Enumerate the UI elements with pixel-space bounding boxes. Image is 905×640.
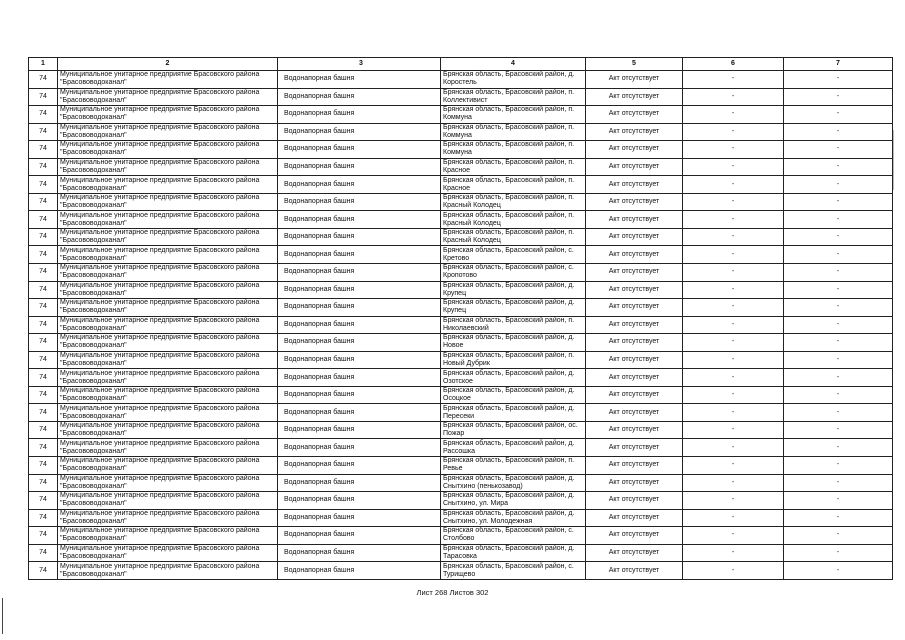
- owner-cell: Муниципальное унитарное предприятие Брасовского района "Брасововодоканал": [58, 299, 278, 317]
- table-row: [29, 193, 893, 211]
- address-cell: Брянская область, Брасовский район, д. Рассошка: [441, 439, 586, 457]
- row-number: 74: [29, 228, 58, 246]
- column-7-cell: -: [784, 193, 893, 211]
- status-cell: Акт отсутствует: [586, 281, 683, 299]
- address-cell: Брянская область, Брасовский район, с. Кропотово: [441, 264, 586, 282]
- column-header-3: 3: [278, 58, 441, 71]
- column-6-cell: -: [683, 299, 784, 317]
- row-number: 74: [29, 299, 58, 317]
- row-number: 74: [29, 457, 58, 475]
- address-cell: Брянская область, Брасовский район, п. Красный Колодец: [441, 228, 586, 246]
- owner-cell: Муниципальное унитарное предприятие Брасовского района "Брасововодоканал": [58, 474, 278, 492]
- address-cell: Брянская область, Брасовский район, д. Снытхино, ул. Мира: [441, 492, 586, 510]
- table-row: [29, 351, 893, 369]
- table-row: [29, 369, 893, 387]
- table-row: [29, 106, 893, 124]
- column-header-2: 2: [58, 58, 278, 71]
- row-number: 74: [29, 386, 58, 404]
- column-6-cell: -: [683, 88, 784, 106]
- owner-cell: Муниципальное унитарное предприятие Брасовского района "Брасововодоканал": [58, 544, 278, 562]
- object-cell: Водонапорная башня: [278, 106, 441, 124]
- column-7-cell: -: [784, 158, 893, 176]
- column-6-cell: -: [683, 509, 784, 527]
- row-number: 74: [29, 264, 58, 282]
- object-cell: Водонапорная башня: [278, 386, 441, 404]
- status-cell: Акт отсутствует: [586, 158, 683, 176]
- status-cell: Акт отсутствует: [586, 123, 683, 141]
- owner-cell: Муниципальное унитарное предприятие Брасовского района "Брасововодоканал": [58, 351, 278, 369]
- column-7-cell: -: [784, 369, 893, 387]
- object-cell: Водонапорная башня: [278, 123, 441, 141]
- row-number: 74: [29, 527, 58, 545]
- row-number: 74: [29, 421, 58, 439]
- row-number: 74: [29, 71, 58, 89]
- table-row: [29, 492, 893, 510]
- column-6-cell: -: [683, 228, 784, 246]
- object-cell: Водонапорная башня: [278, 281, 441, 299]
- address-cell: Брянская область, Брасовский район, п. Ревье: [441, 457, 586, 475]
- status-cell: Акт отсутствует: [586, 351, 683, 369]
- column-7-cell: -: [784, 492, 893, 510]
- column-7-cell: -: [784, 351, 893, 369]
- column-7-cell: -: [784, 246, 893, 264]
- table-row: [29, 71, 893, 89]
- row-number: 74: [29, 439, 58, 457]
- address-cell: Брянская область, Брасовский район, д. Снытхино (пенькозавод): [441, 474, 586, 492]
- status-cell: Акт отсутствует: [586, 176, 683, 194]
- status-cell: Акт отсутствует: [586, 228, 683, 246]
- column-6-cell: -: [683, 158, 784, 176]
- column-6-cell: -: [683, 264, 784, 282]
- column-7-cell: -: [784, 176, 893, 194]
- owner-cell: Муниципальное унитарное предприятие Брасовского района "Брасововодоканал": [58, 281, 278, 299]
- column-6-cell: -: [683, 211, 784, 229]
- column-6-cell: -: [683, 316, 784, 334]
- object-cell: Водонапорная башня: [278, 421, 441, 439]
- address-cell: Брянская область, Брасовский район, д. Осоцкое: [441, 386, 586, 404]
- table-row: [29, 527, 893, 545]
- column-6-cell: -: [683, 106, 784, 124]
- column-6-cell: -: [683, 193, 784, 211]
- table-header-row: [29, 58, 893, 71]
- status-cell: Акт отсутствует: [586, 299, 683, 317]
- owner-cell: Муниципальное унитарное предприятие Брасовского района "Брасововодоканал": [58, 141, 278, 159]
- object-cell: Водонапорная башня: [278, 211, 441, 229]
- table-row: [29, 228, 893, 246]
- column-7-cell: -: [784, 228, 893, 246]
- table-row: [29, 544, 893, 562]
- object-cell: Водонапорная башня: [278, 334, 441, 352]
- address-cell: Брянская область, Брасовский район, с. Турищево: [441, 562, 586, 580]
- owner-cell: Муниципальное унитарное предприятие Брасовского района "Брасововодоканал": [58, 457, 278, 475]
- row-number: 74: [29, 544, 58, 562]
- column-6-cell: -: [683, 474, 784, 492]
- row-number: 74: [29, 562, 58, 580]
- address-cell: Брянская область, Брасовский район, п. Николаевский: [441, 316, 586, 334]
- address-cell: Брянская область, Брасовский район, п. Красный Колодец: [441, 193, 586, 211]
- table-row: [29, 562, 893, 580]
- row-number: 74: [29, 211, 58, 229]
- column-7-cell: -: [784, 527, 893, 545]
- column-7-cell: -: [784, 386, 893, 404]
- status-cell: Акт отсутствует: [586, 334, 683, 352]
- column-7-cell: -: [784, 299, 893, 317]
- table-row: [29, 474, 893, 492]
- row-number: 74: [29, 106, 58, 124]
- column-6-cell: -: [683, 439, 784, 457]
- column-7-cell: -: [784, 123, 893, 141]
- row-number: 74: [29, 474, 58, 492]
- scan-edge-mark-right: [893, 130, 894, 190]
- row-number: 74: [29, 404, 58, 422]
- object-cell: Водонапорная башня: [278, 527, 441, 545]
- row-number: 74: [29, 316, 58, 334]
- status-cell: Акт отсутствует: [586, 492, 683, 510]
- table-row: [29, 334, 893, 352]
- owner-cell: Муниципальное унитарное предприятие Брасовского района "Брасововодоканал": [58, 123, 278, 141]
- owner-cell: Муниципальное унитарное предприятие Брасовского района "Брасововодоканал": [58, 334, 278, 352]
- column-6-cell: -: [683, 527, 784, 545]
- address-cell: Брянская область, Брасовский район, с. Кретово: [441, 246, 586, 264]
- column-6-cell: -: [683, 457, 784, 475]
- address-cell: Брянская область, Брасовский район, п. Красный Колодец: [441, 211, 586, 229]
- column-6-cell: -: [683, 123, 784, 141]
- object-cell: Водонапорная башня: [278, 474, 441, 492]
- column-6-cell: -: [683, 141, 784, 159]
- column-6-cell: -: [683, 562, 784, 580]
- address-cell: Брянская область, Брасовский район, п. Коммуна: [441, 123, 586, 141]
- status-cell: Акт отсутствует: [586, 264, 683, 282]
- status-cell: Акт отсутствует: [586, 316, 683, 334]
- object-cell: Водонапорная башня: [278, 193, 441, 211]
- column-6-cell: -: [683, 369, 784, 387]
- owner-cell: Муниципальное унитарное предприятие Брасовского района "Брасововодоканал": [58, 193, 278, 211]
- column-7-cell: -: [784, 404, 893, 422]
- column-6-cell: -: [683, 176, 784, 194]
- table-row: [29, 299, 893, 317]
- row-number: 74: [29, 492, 58, 510]
- address-cell: Брянская область, Брасовский район, д. Новое: [441, 334, 586, 352]
- owner-cell: Муниципальное унитарное предприятие Брасовского района "Брасововодоканал": [58, 386, 278, 404]
- address-cell: Брянская область, Брасовский район, п. Красное: [441, 158, 586, 176]
- status-cell: Акт отсутствует: [586, 527, 683, 545]
- column-7-cell: -: [784, 562, 893, 580]
- object-cell: Водонапорная башня: [278, 88, 441, 106]
- table-row: [29, 88, 893, 106]
- address-cell: Брянская область, Брасовский район, д. Озотское: [441, 369, 586, 387]
- owner-cell: Муниципальное унитарное предприятие Брасовского района "Брасововодоканал": [58, 316, 278, 334]
- address-cell: Брянская область, Брасовский район, п. Коммуна: [441, 106, 586, 124]
- status-cell: Акт отсутствует: [586, 193, 683, 211]
- address-cell: Брянская область, Брасовский район, д. Крупец: [441, 281, 586, 299]
- object-cell: Водонапорная башня: [278, 141, 441, 159]
- column-7-cell: -: [784, 544, 893, 562]
- column-6-cell: -: [683, 281, 784, 299]
- column-header-4: 4: [441, 58, 586, 71]
- owner-cell: Муниципальное унитарное предприятие Брасовского района "Брасововодоканал": [58, 264, 278, 282]
- table-row: [29, 404, 893, 422]
- address-cell: Брянская область, Брасовский район, с. Столбово: [441, 527, 586, 545]
- address-cell: Брянская область, Брасовский район, д. Коростель: [441, 71, 586, 89]
- row-number: 74: [29, 369, 58, 387]
- owner-cell: Муниципальное унитарное предприятие Брасовского района "Брасововодоканал": [58, 88, 278, 106]
- row-number: 74: [29, 509, 58, 527]
- status-cell: Акт отсутствует: [586, 509, 683, 527]
- object-cell: Водонапорная башня: [278, 369, 441, 387]
- table-row: [29, 264, 893, 282]
- address-cell: Брянская область, Брасовский район, п. Коммуна: [441, 141, 586, 159]
- status-cell: Акт отсутствует: [586, 88, 683, 106]
- object-cell: Водонапорная башня: [278, 544, 441, 562]
- owner-cell: Муниципальное унитарное предприятие Брасовского района "Брасововодоканал": [58, 439, 278, 457]
- row-number: 74: [29, 158, 58, 176]
- column-7-cell: -: [784, 457, 893, 475]
- object-cell: Водонапорная башня: [278, 299, 441, 317]
- owner-cell: Муниципальное унитарное предприятие Брасовского района "Брасововодоканал": [58, 158, 278, 176]
- owner-cell: Муниципальное унитарное предприятие Брасовского района "Брасововодоканал": [58, 106, 278, 124]
- row-number: 74: [29, 88, 58, 106]
- column-6-cell: -: [683, 71, 784, 89]
- status-cell: Акт отсутствует: [586, 562, 683, 580]
- address-cell: Брянская область, Брасовский район, д. Крупец: [441, 299, 586, 317]
- column-7-cell: -: [784, 439, 893, 457]
- column-7-cell: -: [784, 334, 893, 352]
- table-row: [29, 211, 893, 229]
- scan-edge-mark: [2, 598, 3, 634]
- column-header-7: 7: [784, 58, 893, 71]
- column-7-cell: -: [784, 211, 893, 229]
- table-row: [29, 457, 893, 475]
- object-cell: Водонапорная башня: [278, 264, 441, 282]
- object-cell: Водонапорная башня: [278, 404, 441, 422]
- status-cell: Акт отсутствует: [586, 246, 683, 264]
- owner-cell: Муниципальное унитарное предприятие Брасовского района "Брасововодоканал": [58, 71, 278, 89]
- status-cell: Акт отсутствует: [586, 71, 683, 89]
- owner-cell: Муниципальное унитарное предприятие Брасовского района "Брасововодоканал": [58, 404, 278, 422]
- object-cell: Водонапорная башня: [278, 562, 441, 580]
- table-row: [29, 421, 893, 439]
- row-number: 74: [29, 176, 58, 194]
- status-cell: Акт отсутствует: [586, 439, 683, 457]
- table-row: [29, 281, 893, 299]
- address-cell: Брянская область, Брасовский район, д. Пересеки: [441, 404, 586, 422]
- table-row: [29, 439, 893, 457]
- column-7-cell: -: [784, 474, 893, 492]
- column-7-cell: -: [784, 71, 893, 89]
- table-row: [29, 123, 893, 141]
- object-cell: Водонапорная башня: [278, 246, 441, 264]
- row-number: 74: [29, 351, 58, 369]
- owner-cell: Муниципальное унитарное предприятие Брасовского района "Брасововодоканал": [58, 509, 278, 527]
- owner-cell: Муниципальное унитарное предприятие Брасовского района "Брасововодоканал": [58, 527, 278, 545]
- status-cell: Акт отсутствует: [586, 421, 683, 439]
- status-cell: Акт отсутствует: [586, 474, 683, 492]
- status-cell: Акт отсутствует: [586, 386, 683, 404]
- object-cell: Водонапорная башня: [278, 509, 441, 527]
- page-number-label: Лист 268 Листов 302: [416, 588, 489, 597]
- column-6-cell: -: [683, 544, 784, 562]
- column-7-cell: -: [784, 88, 893, 106]
- column-7-cell: -: [784, 141, 893, 159]
- address-cell: Брянская область, Брасовский район, п. Коллективист: [441, 88, 586, 106]
- owner-cell: Муниципальное унитарное предприятие Брасовского района "Брасововодоканал": [58, 228, 278, 246]
- owner-cell: Муниципальное унитарное предприятие Брасовского района "Брасововодоканал": [58, 369, 278, 387]
- column-6-cell: -: [683, 246, 784, 264]
- column-6-cell: -: [683, 351, 784, 369]
- status-cell: Акт отсутствует: [586, 141, 683, 159]
- object-cell: Водонапорная башня: [278, 71, 441, 89]
- table-row: [29, 386, 893, 404]
- status-cell: Акт отсутствует: [586, 106, 683, 124]
- row-number: 74: [29, 281, 58, 299]
- object-cell: Водонапорная башня: [278, 351, 441, 369]
- owner-cell: Муниципальное унитарное предприятие Брасовского района "Брасововодоканал": [58, 492, 278, 510]
- address-cell: Брянская область, Брасовский район, ос. Пожар: [441, 421, 586, 439]
- status-cell: Акт отсутствует: [586, 211, 683, 229]
- column-6-cell: -: [683, 334, 784, 352]
- address-cell: Брянская область, Брасовский район, п. Красное: [441, 176, 586, 194]
- column-6-cell: -: [683, 492, 784, 510]
- column-6-cell: -: [683, 404, 784, 422]
- table-row: [29, 141, 893, 159]
- address-cell: Брянская область, Брасовский район, д. Снытхино, ул. Молодежная: [441, 509, 586, 527]
- address-cell: Брянская область, Брасовский район, д. Тарасовка: [441, 544, 586, 562]
- owner-cell: Муниципальное унитарное предприятие Брасовского района "Брасововодоканал": [58, 562, 278, 580]
- owner-cell: Муниципальное унитарное предприятие Брасовского района "Брасововодоканал": [58, 176, 278, 194]
- column-header-5: 5: [586, 58, 683, 71]
- table-row: [29, 316, 893, 334]
- column-header-6: 6: [683, 58, 784, 71]
- object-cell: Водонапорная башня: [278, 316, 441, 334]
- status-cell: Акт отсутствует: [586, 544, 683, 562]
- row-number: 74: [29, 123, 58, 141]
- table-row: [29, 509, 893, 527]
- object-cell: Водонапорная башня: [278, 457, 441, 475]
- column-7-cell: -: [784, 421, 893, 439]
- owner-cell: Муниципальное унитарное предприятие Брасовского района "Брасововодоканал": [58, 246, 278, 264]
- status-cell: Акт отсутствует: [586, 369, 683, 387]
- column-6-cell: -: [683, 421, 784, 439]
- address-cell: Брянская область, Брасовский район, п. Новый Дубрик: [441, 351, 586, 369]
- owner-cell: Муниципальное унитарное предприятие Брасовского района "Брасововодоканал": [58, 211, 278, 229]
- row-number: 74: [29, 246, 58, 264]
- owner-cell: Муниципальное унитарное предприятие Брасовского района "Брасововодоканал": [58, 421, 278, 439]
- object-cell: Водонапорная башня: [278, 176, 441, 194]
- table-row: [29, 176, 893, 194]
- object-cell: Водонапорная башня: [278, 492, 441, 510]
- row-number: 74: [29, 141, 58, 159]
- table-row: [29, 246, 893, 264]
- table-row: [29, 158, 893, 176]
- column-7-cell: -: [784, 316, 893, 334]
- table-body: [29, 71, 893, 580]
- row-number: 74: [29, 334, 58, 352]
- register-table: [28, 57, 893, 580]
- column-7-cell: -: [784, 106, 893, 124]
- column-6-cell: -: [683, 386, 784, 404]
- object-cell: Водонапорная башня: [278, 228, 441, 246]
- column-7-cell: -: [784, 509, 893, 527]
- column-7-cell: -: [784, 281, 893, 299]
- row-number: 74: [29, 193, 58, 211]
- object-cell: Водонапорная башня: [278, 158, 441, 176]
- column-header-1: 1: [29, 58, 58, 71]
- status-cell: Акт отсутствует: [586, 457, 683, 475]
- column-7-cell: -: [784, 264, 893, 282]
- status-cell: Акт отсутствует: [586, 404, 683, 422]
- object-cell: Водонапорная башня: [278, 439, 441, 457]
